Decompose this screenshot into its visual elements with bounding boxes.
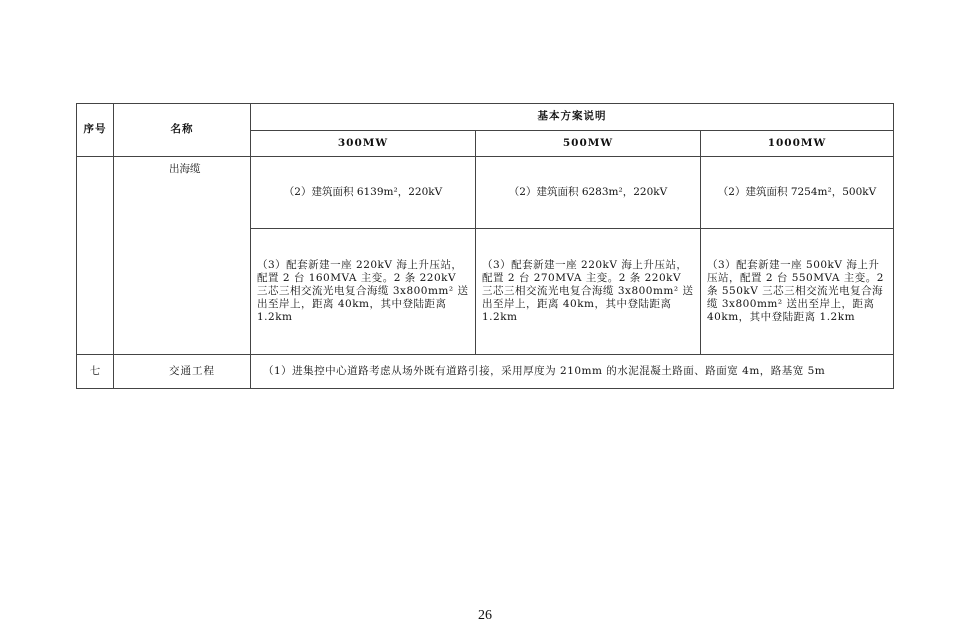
substation-1000mw: （3）配套新建一座 500kV 海上升压站，配置 2 台 550MVA 主变。2 条 550kV 三芯三相交流光电复合海缆 3x800mm² 送出至岸上，距离 40km，其中登陆距离 1.2km [701, 229, 894, 355]
table-row [77, 355, 894, 389]
header-seq: 序号 [77, 104, 114, 157]
row-description: （1）进集控中心道路考虑从场外既有道路引接，采用厚度为 210mm 的水泥混凝土路面、路面宽 4m，路基宽 5m [251, 355, 894, 389]
header-row-1 [77, 104, 894, 131]
header-300mw: 300MW [251, 131, 476, 157]
row-name: 交通工程 [114, 355, 251, 389]
substation-500mw: （3）配套新建一座 220kV 海上升压站，配置 2 台 270MVA 主变。2 条 220kV 三芯三相交流光电复合海缆 3x800mm² 送出至岸上，距离 40km，其中登陆距离 1.2km [476, 229, 701, 355]
area-1000mw: （2）建筑面积 7254m²，500kV [701, 157, 894, 229]
row-seq [77, 157, 114, 355]
area-300mw: （2）建筑面积 6139m²，220kV [251, 157, 476, 229]
header-name: 名称 [114, 104, 251, 157]
page-number: 26 [478, 608, 492, 623]
row-name: 出海缆 [114, 157, 251, 355]
substation-300mw: （3）配套新建一座 220kV 海上升压站，配置 2 台 160MVA 主变。2 条 220kV 三芯三相交流光电复合海缆 3x800mm² 送出至岸上，距离 40km，其中登陆距离 1.2km [251, 229, 476, 355]
spec-table [76, 103, 894, 389]
row-seq: 七 [77, 355, 114, 389]
header-500mw: 500MW [476, 131, 701, 157]
area-500mw: （2）建筑面积 6283m²，220kV [476, 157, 701, 229]
table-row [77, 157, 894, 229]
header-1000mw: 1000MW [701, 131, 894, 157]
header-plan: 基本方案说明 [251, 104, 894, 131]
